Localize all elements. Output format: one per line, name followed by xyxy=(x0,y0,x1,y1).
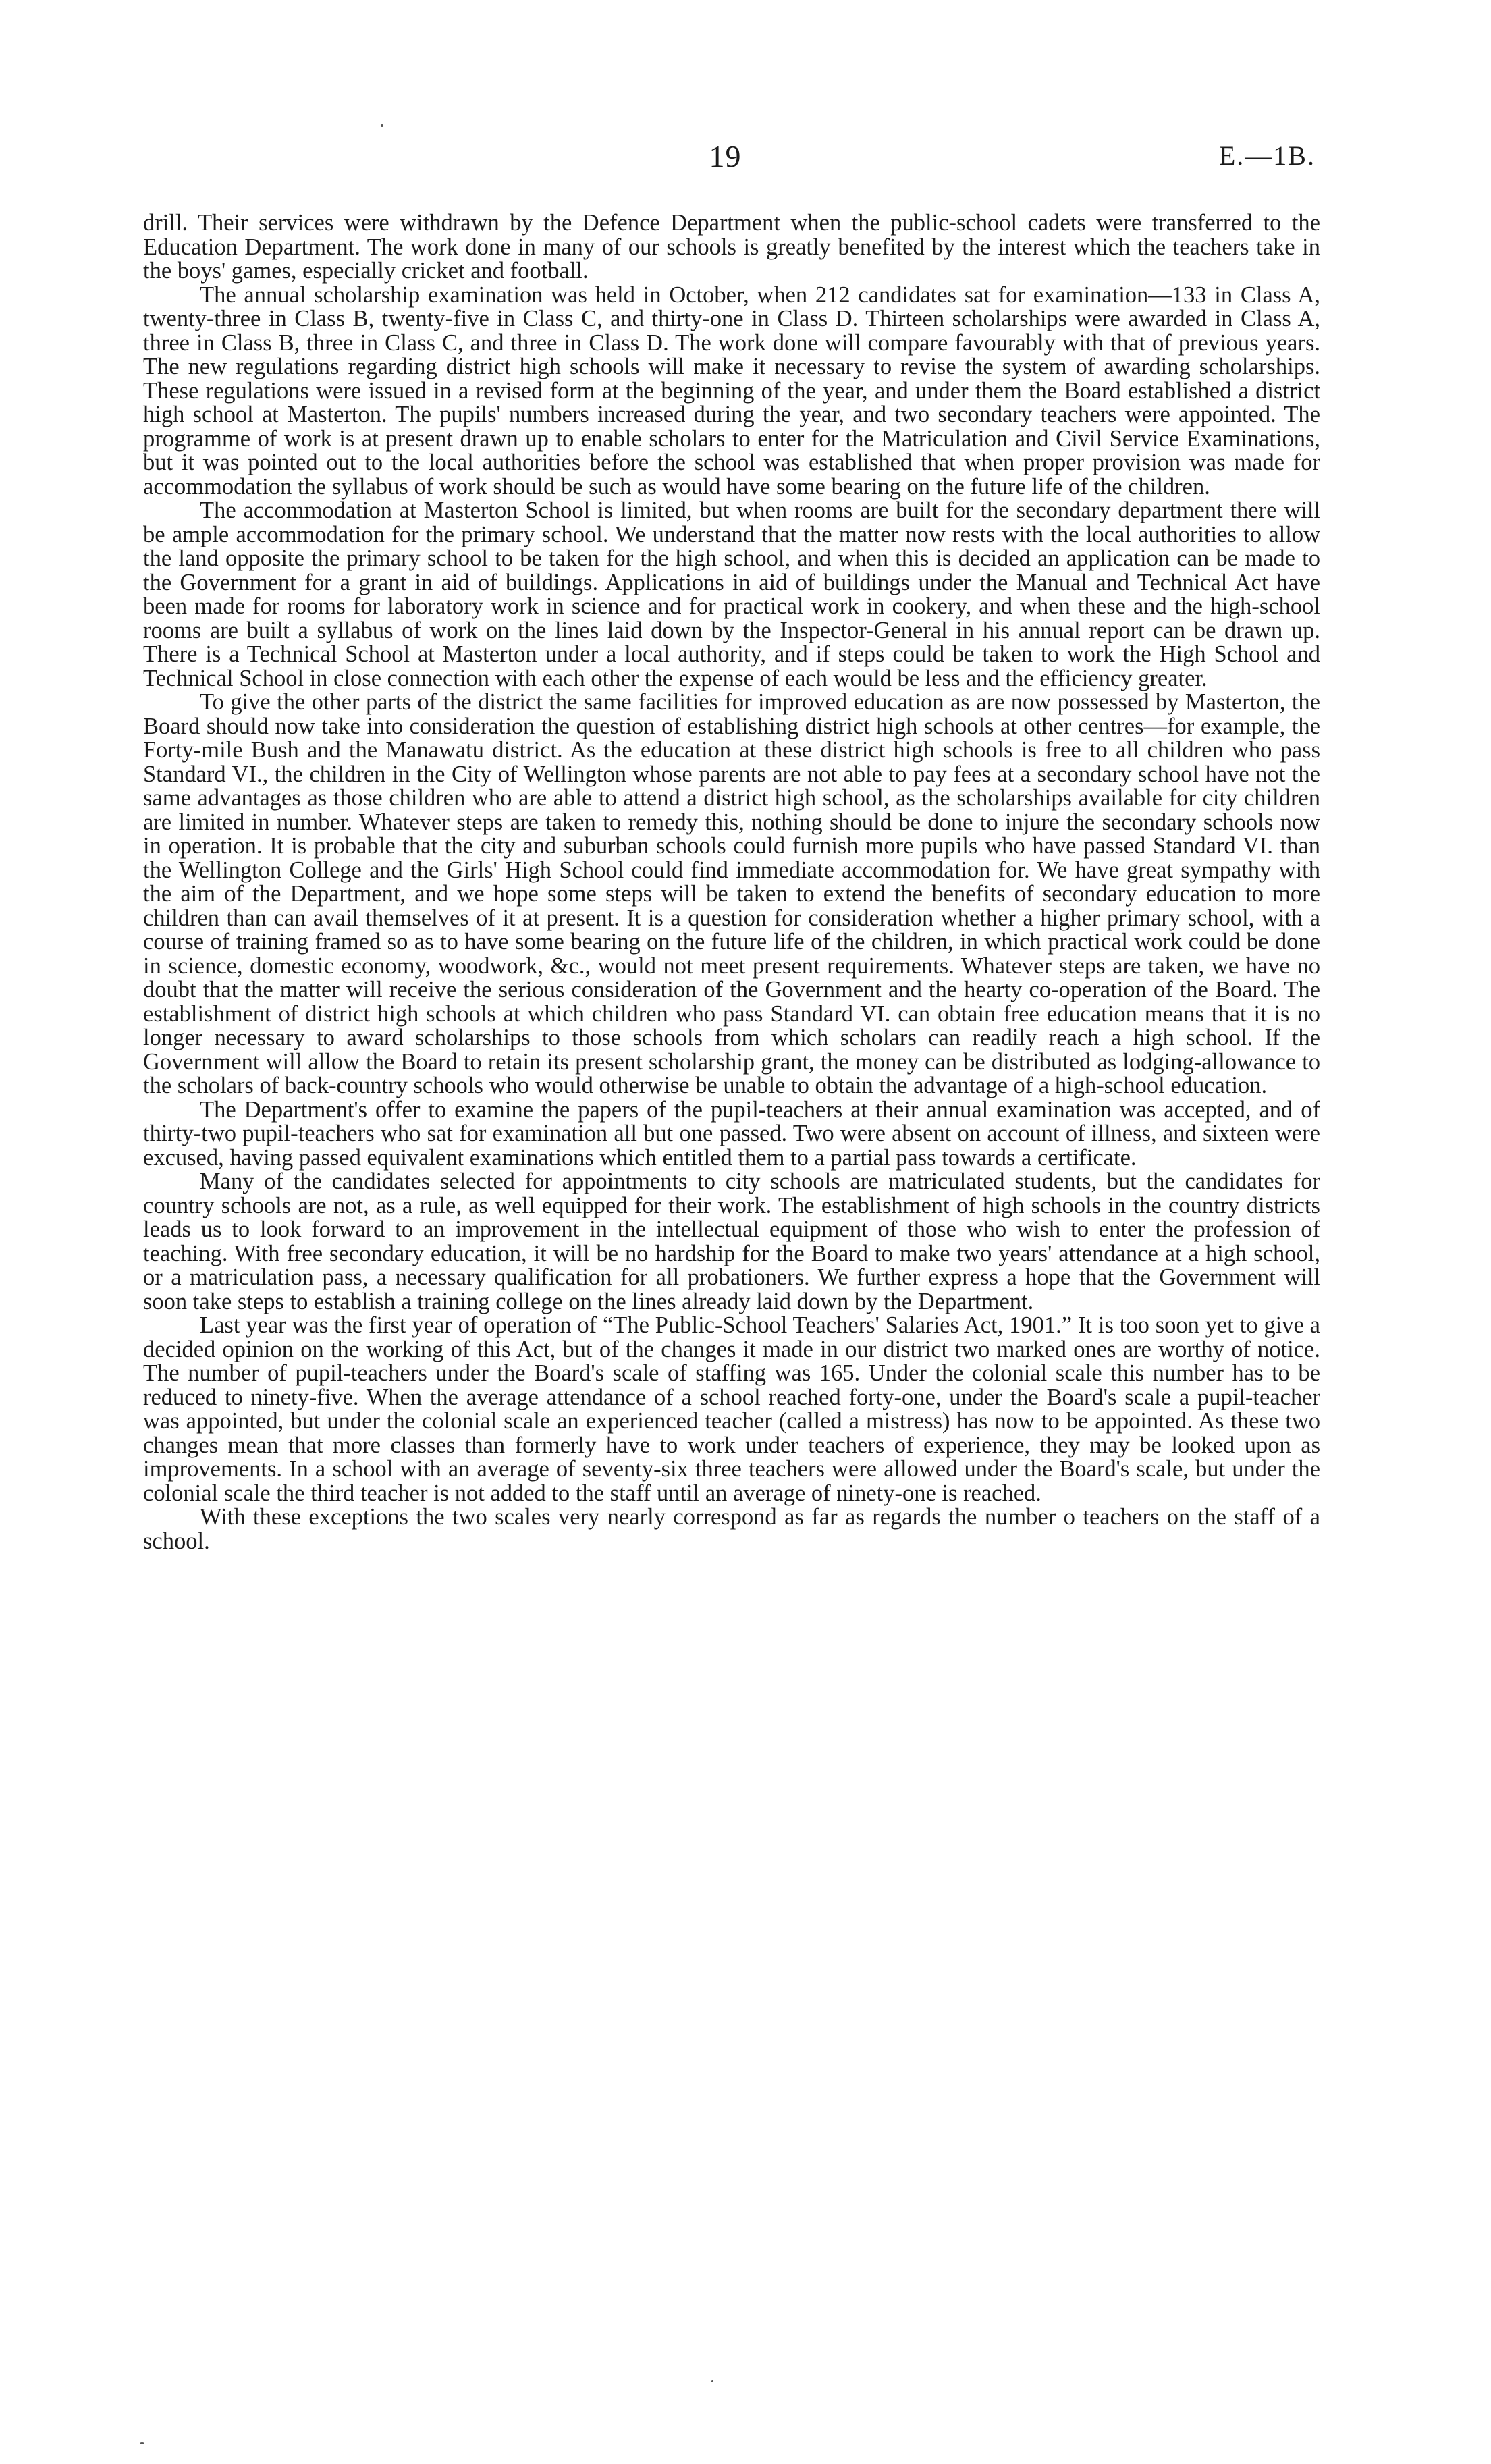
print-speck xyxy=(381,124,383,127)
print-speck xyxy=(711,2380,713,2382)
print-speck xyxy=(140,2442,144,2444)
paragraph-candidates: Many of the candidates selected for appointments to city schools are matriculated students, but the candidates for country schools are not, as a rule, as well equipped for their work. The establishment of high schools in the country districts leads us to look forward to an improvement in the intellectual equipment of those who wish to enter the profession of teaching. With free secondary education, it will be no hardship for the Board to make two years' attendance at a high school, or a matriculation pass, a necessary qualification for all probationers. We further express a hope that the Government will soon take steps to establish a training college on the lines already laid down by the Department. xyxy=(143,1169,1320,1314)
paragraph-scholarship-examination: The annual scholarship examination was held in October, when 212 candidates sat for examination—133 in Class A, twenty-three in Class B, twenty-five in Class C, and thirty-one in Class D. Thirteen scholarships were awarded in Class A, three in Class B, three in Class C, and three in Class D. The work done will compare favourably with that of previous years. The new regulations regarding district high schools will make it necessary to revise the system of awarding scholarships. These regulations were issued in a revised form at the beginning of the year, and under them the Board established a district high school at Masterton. The pupils' numbers increased during the year, and two secondary teachers were appointed. The programme of work is at present drawn up to enable scholars to enter for the Matriculation and Civil Service Examinations, but it was pointed out to the local authorities before the school was established that when proper provision was made for accommodation the syllabus of work should be such as would have some bearing on the future life of the children. xyxy=(143,282,1320,500)
series-code: E.—1B. xyxy=(1218,140,1316,171)
paragraph-district-high-schools: To give the other parts of the district the same facilities for improved education as are now possessed by Masterton, the Board should now take into consideration the question of establishing district high schools at other centres—for example, the Forty-mile Bush and the Manawatu district. As the education at these district high schools is free to all children who pass Standard VI., the children in the City of Wellington whose parents are not able to pay fees at a secondary school have not the same advantages as those children who are able to attend a district high school, as the scholarships available for city children are limited in number. Whatever steps are taken to remedy this, nothing should be done to injure the secondary schools now in operation. It is probable that the city and suburban schools could furnish more pupils who have passed Standard VI. than the Wellington College and the Girls' High School could find immediate accommodation for. We have great sympathy with the aim of the Department, and we hope some steps will be taken to extend the benefits of secondary education to more children than can avail themselves of it at present. It is a question for consideration whether a higher primary school, with a course of training framed so as to have some bearing on the future life of the children, in which practical work could be done in science, domestic economy, woodwork, &c., would not meet present requirements. Whatever steps are taken, we have no doubt that the matter will receive the serious consideration of the Government and the hearty co-operation of the Board. The establishment of district high schools at which children who pass Standard VI. can obtain free education means that it is no longer necessary to award scholarships to those schools from which scholars can readily reach a high school. If the Government will allow the Board to retain its present scholarship grant, the money can be distributed as lodging-allowance to the scholars of back-country schools who would otherwise be unable to obtain the advantage of a high-school education. xyxy=(143,689,1320,1098)
body-text xyxy=(143,211,1320,1553)
paragraph-exceptions: With these exceptions the two scales very nearly correspond as far as regards the number o teachers on the staff of a school. xyxy=(143,1504,1320,1554)
paragraph-pupil-teacher-examination: The Department's offer to examine the papers of the pupil-teachers at their annual examination was accepted, and of thirty-two pupil-teachers who sat for examination all but one passed. Two were absent on account of illness, and sixteen were excused, having passed equivalent examinations which entitled them to a partial pass towards a certificate. xyxy=(143,1096,1320,1171)
paragraph-salaries-act: Last year was the first year of operation of “The Public-School Teachers' Salaries Act, 1901.” It is too soon yet to give a decided opinion on the working of this Act, but of the changes it made in our district two marked ones are worthy of notice. The number of pupil-teachers under the Board's scale of staffing was 165. Under the colonial scale this number has to be reduced to ninety-five. When the average attendance of a school reached forty-one, under the Board's scale a pupil-teacher was appointed, but under the colonial scale an experienced teacher (called a mistress) has now to be appointed. As these two changes mean that more classes than formerly have to work under teachers of experience, they may be looked upon as improvements. In a school with an average of seventy-six three teachers were allowed under the Board's scale, but under the colonial scale the third teacher is not added to the staff until an average of ninety-one is reached. xyxy=(143,1312,1320,1506)
paragraph-cadets: drill. Their services were withdrawn by the Defence Department when the public-school cadets were transferred to the Education Department. The work done in many of our schools is greatly benefited by the interest which the teachers take in the boys' games, especially cricket and football. xyxy=(143,210,1320,284)
page-number: 19 xyxy=(709,139,742,173)
page-header xyxy=(135,138,1316,179)
paragraph-masterton-accommodation: The accommodation at Masterton School is limited, but when rooms are built for the secondary department there will be ample accommodation for the primary school. We understand that the matter now rests with the local authorities to allow the land opposite the primary school to be taken for the high school, and when this is decided an application can be made to the Government for a grant in aid of buildings. Applications in aid of buildings under the Manual and Technical Act have been made for rooms for laboratory work in science and for practical work in cookery, and when these and the high-school rooms are built a syllabus of work on the lines laid down by the Inspector-General in his annual report can be drawn up. There is a Technical School at Masterton under a local authority, and if steps could be taken to work the High School and Technical School in close connection with each other the expense of each would be less and the efficiency greater. xyxy=(143,498,1320,691)
